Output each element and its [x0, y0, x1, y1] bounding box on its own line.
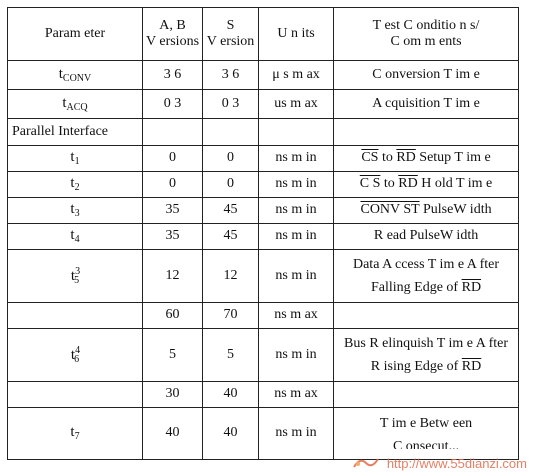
empty-cell [334, 303, 519, 329]
param-cell: $t_1$ [8, 146, 143, 172]
ab-value: 0 [143, 172, 203, 198]
watermark-logo-icon [352, 456, 380, 470]
ab-value: 0 3 [143, 90, 203, 119]
param-cell: $t^4_6$ [8, 329, 143, 382]
watermark-text: http://www.55dianzi.com [386, 456, 527, 471]
condition-line1: Bus R elinquish T im e A fter [344, 335, 509, 351]
s-value: 0 3 [203, 90, 259, 119]
empty-cell [8, 382, 143, 408]
condition-text: A cquisition T im e [334, 90, 519, 119]
table-row [8, 382, 519, 408]
condition-cell: C S to $\overline{RD}$ H old T im e [334, 172, 519, 198]
rd-signal: $\overline{RD}$ [461, 359, 482, 374]
condition-line2: C onsecut... [392, 439, 460, 450]
s-value: 45 [203, 198, 259, 224]
watermark [352, 456, 527, 471]
param-cell: $t_3$ [8, 198, 143, 224]
s-value: 40 [203, 382, 259, 408]
table-row [8, 250, 519, 303]
condition-line2: R ising Edge of $\overline{RD}$ [370, 359, 482, 374]
convst-signal: CONV ST [360, 202, 420, 218]
ab-value: 0 [143, 146, 203, 172]
s-value: 70 [203, 303, 259, 329]
header-row [8, 8, 519, 61]
cs-signal: C S [359, 176, 381, 192]
param-cell: $t_{CONV}$ [8, 61, 143, 90]
header-cond-line2: C om m ents [390, 34, 462, 49]
header-ab-line2: V ersions [146, 34, 200, 49]
param-cell: $t_{ACQ}$ [8, 90, 143, 119]
ab-value: 35 [143, 198, 203, 224]
table-row [8, 146, 519, 172]
condition-line1: Data A ccess T im e A fter [352, 256, 500, 272]
rd-signal: $\overline{RD}$ [398, 176, 418, 192]
condition-cell: CONV ST PulseW idth [334, 198, 519, 224]
param-cell: $t_2$ [8, 172, 143, 198]
s-value: 0 [203, 172, 259, 198]
header-s-line1: S [226, 17, 235, 33]
s-value: 12 [203, 250, 259, 303]
condition-text: C onversion T im e [334, 61, 519, 90]
ab-value: 40 [143, 408, 203, 460]
condition-cell [334, 408, 519, 460]
header-parameter: Param eter [8, 8, 143, 61]
units-value: ns m in [259, 329, 334, 382]
empty-cell [8, 303, 143, 329]
param-cell: $t^3_5$ [8, 250, 143, 303]
empty-cell [334, 382, 519, 408]
param-cell: $t_4$ [8, 224, 143, 250]
condition-line2: Falling Edge of $\overline{RD}$ [371, 280, 482, 295]
empty-cell [334, 119, 519, 146]
units-value: ns m in [259, 172, 334, 198]
s-value: 0 [203, 146, 259, 172]
units-value: ns m in [259, 146, 334, 172]
condition-line1: T im e Betw een [379, 416, 473, 431]
rd-signal: $\overline{RD}$ [461, 280, 482, 295]
table-row [8, 61, 519, 90]
units-value: ns m in [259, 408, 334, 460]
empty-cell [203, 119, 259, 146]
header-units: U n its [259, 8, 334, 61]
header-ab-line1: A, B [159, 17, 186, 33]
header-cond-line1: T est C onditio n s/ [372, 17, 480, 33]
table-row [8, 224, 519, 250]
ab-value: 30 [143, 382, 203, 408]
ab-value: 5 [143, 329, 203, 382]
condition-cell [334, 329, 519, 382]
table-row [8, 90, 519, 119]
ab-value: 60 [143, 303, 203, 329]
empty-cell [143, 119, 203, 146]
ab-value: 12 [143, 250, 203, 303]
section-row [8, 119, 519, 146]
header-ab-versions [143, 8, 203, 61]
rd-signal: $\overline{RD}$ [396, 150, 416, 166]
units-value: ns m in [259, 224, 334, 250]
cs-signal: $\overline{CS}$ [361, 150, 379, 166]
table-row [8, 172, 519, 198]
condition-cell [334, 250, 519, 303]
header-s-version [203, 8, 259, 61]
ab-value: 35 [143, 224, 203, 250]
header-conditions [334, 8, 519, 61]
units-value: ns m ax [259, 382, 334, 408]
s-value: 45 [203, 224, 259, 250]
table-row [8, 198, 519, 224]
s-value: 40 [203, 408, 259, 460]
units-value: us m ax [259, 90, 334, 119]
section-label: Parallel Interface [8, 119, 143, 146]
units-value: ns m in [259, 250, 334, 303]
header-s-line2: V ersion [206, 34, 255, 49]
condition-text: R ead PulseW idth [334, 224, 519, 250]
s-value: 3 6 [203, 61, 259, 90]
condition-cell: $\overline{CS}$ to $\overline{RD}$ Setup T im e [334, 146, 519, 172]
ab-value: 3 6 [143, 61, 203, 90]
units-value: ns m ax [259, 303, 334, 329]
table-row [8, 329, 519, 382]
empty-cell [259, 119, 334, 146]
spec-table [7, 7, 519, 460]
param-cell: $t_7$ [8, 408, 143, 460]
table-row [8, 408, 519, 460]
units-value: μ s m ax [259, 61, 334, 90]
units-value: ns m in [259, 198, 334, 224]
table-row [8, 303, 519, 329]
s-value: 5 [203, 329, 259, 382]
